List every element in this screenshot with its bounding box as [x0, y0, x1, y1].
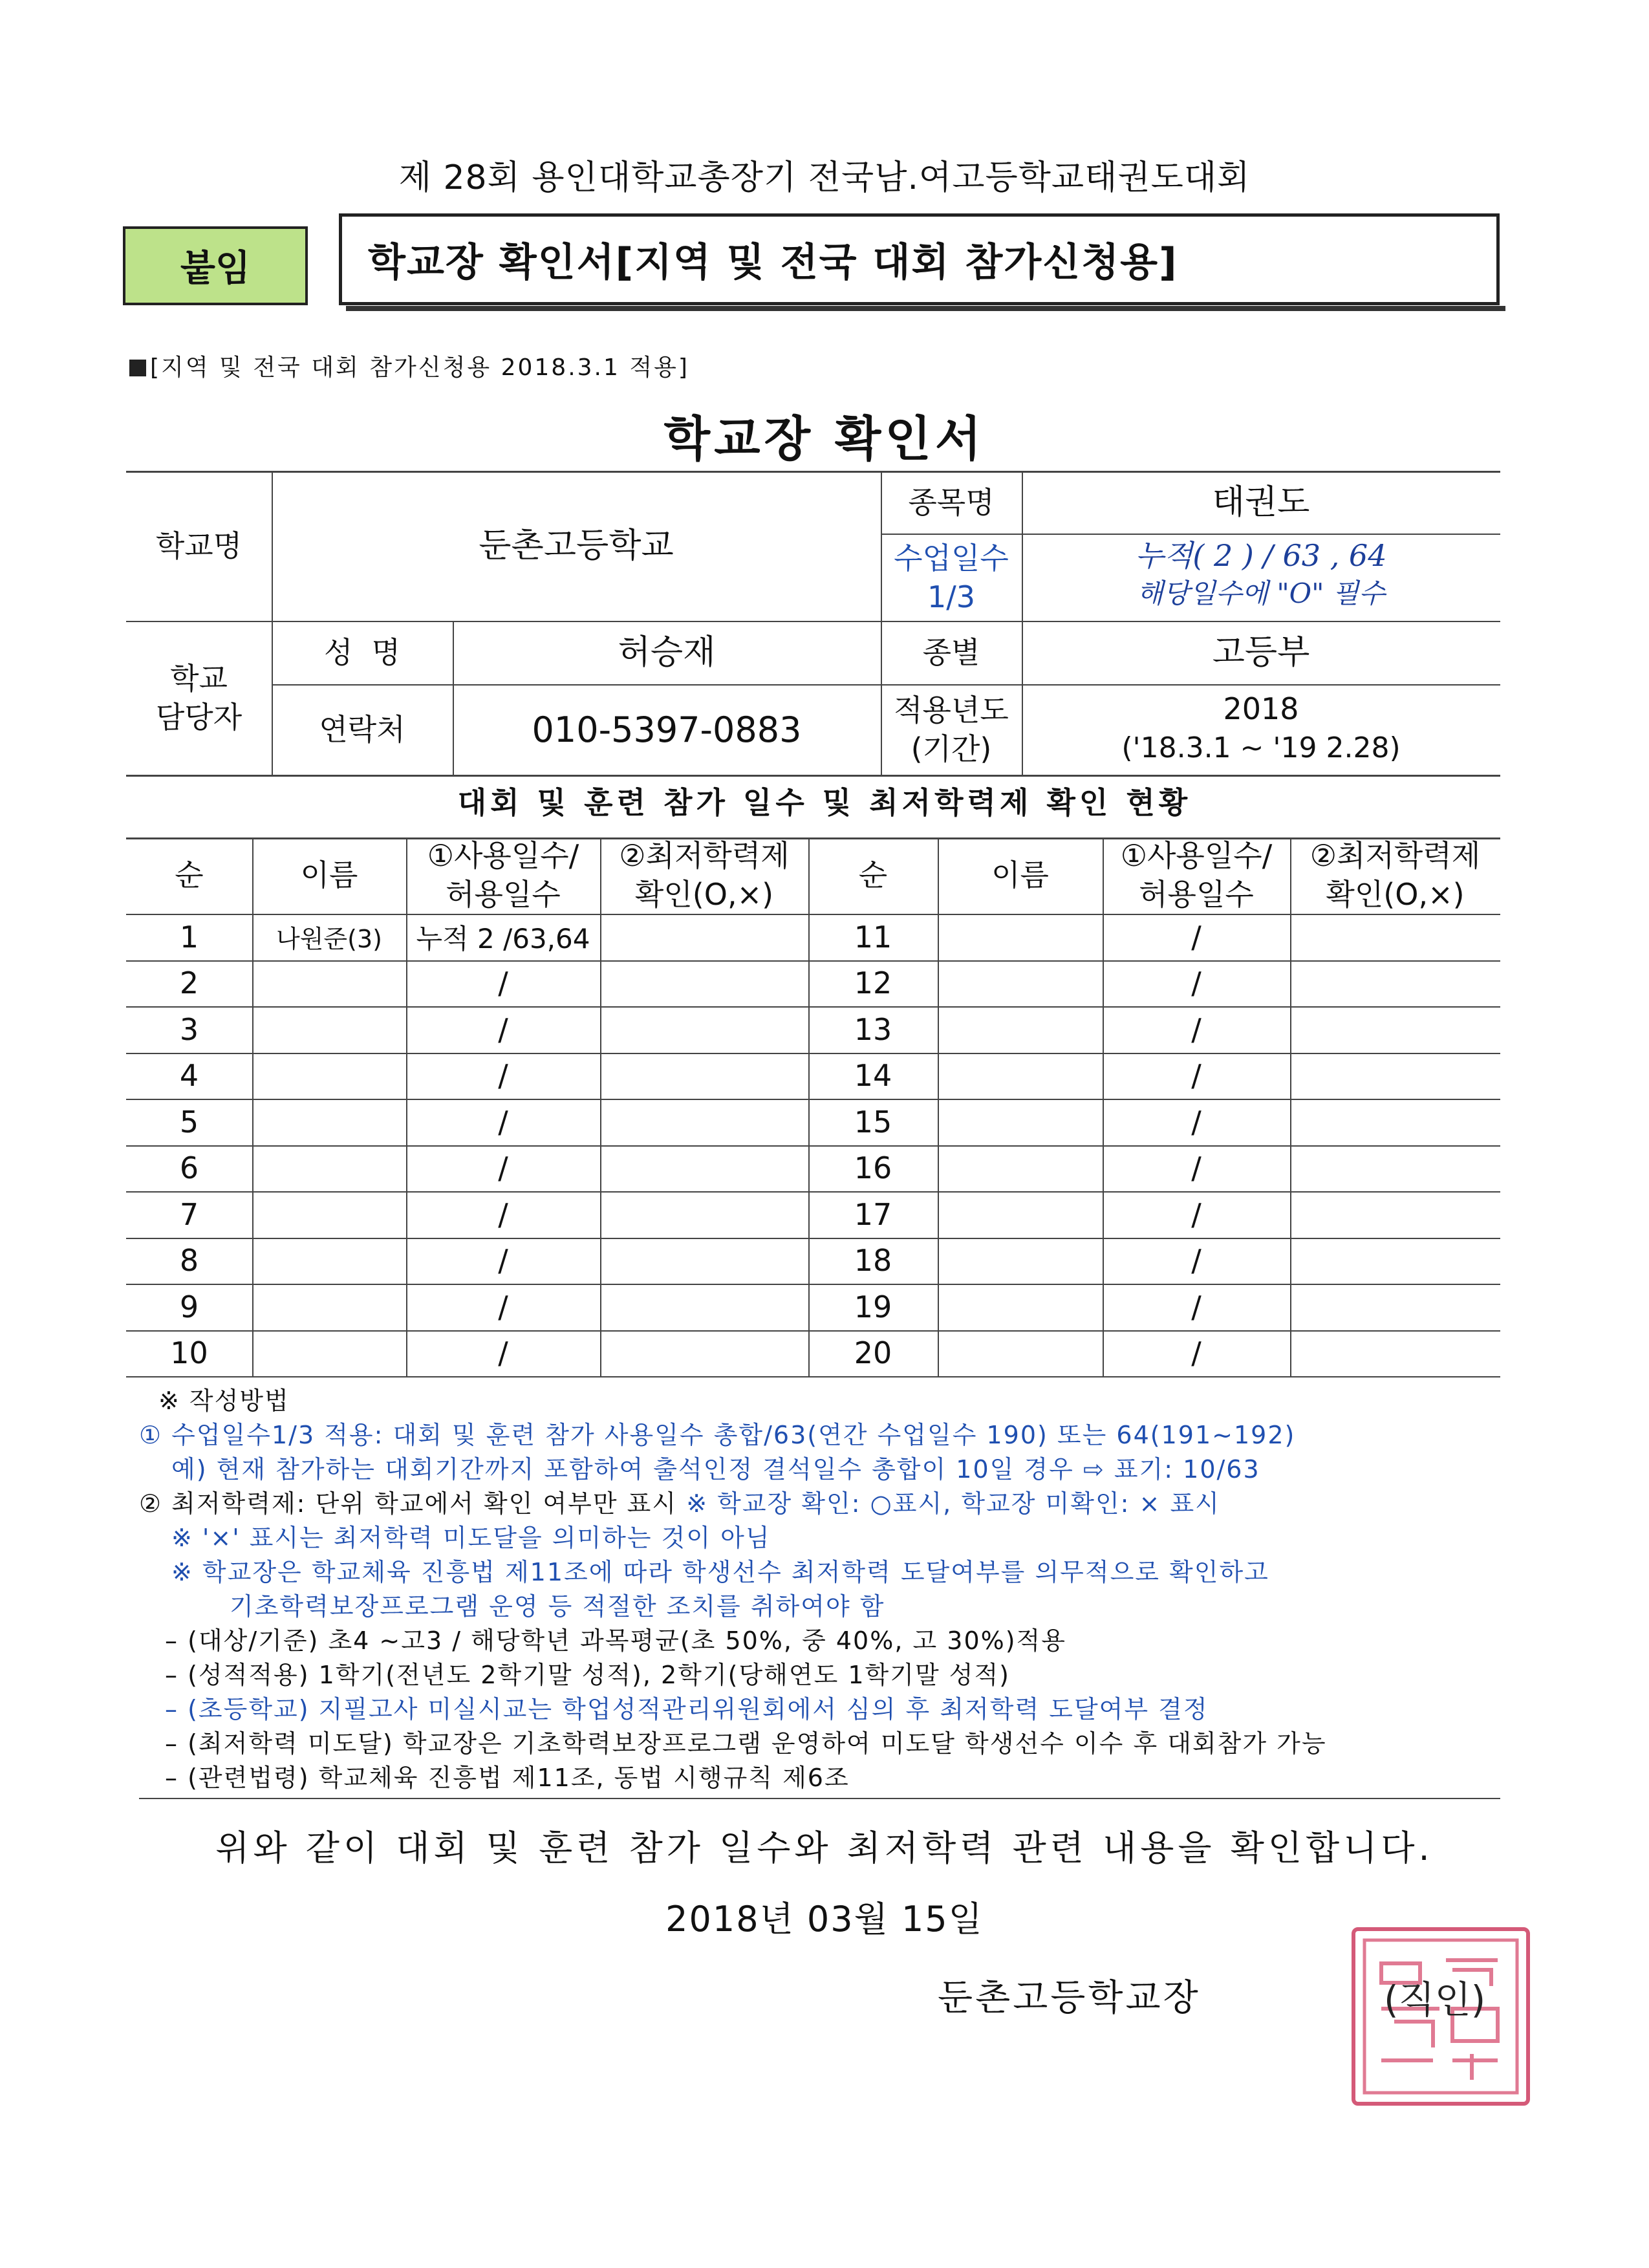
row-number: 17: [854, 1196, 892, 1232]
instructions-heading: ※ 작성방법: [158, 1387, 290, 1415]
closing-statement: 위와 같이 대회 및 훈련 참가 일수와 최저학력 관련 내용을 확인합니다.: [215, 1828, 1434, 1868]
row-check: [600, 960, 808, 1007]
row-number: 19: [854, 1289, 892, 1324]
row-number: 10: [170, 1335, 208, 1371]
row-days: /: [1191, 1058, 1202, 1094]
row-number: 16: [854, 1150, 892, 1186]
row-name: [938, 1238, 1103, 1284]
row-number: 8: [179, 1243, 199, 1279]
row-days: /: [498, 1058, 508, 1094]
table-header-cell: 이름: [300, 858, 358, 893]
row-name: [252, 960, 406, 1007]
row-number: 15: [854, 1104, 892, 1139]
note-4b: 기초학력보장프로그램 운영 등 적절한 조치를 취하여야 함: [230, 1592, 885, 1621]
row-check: [600, 1284, 808, 1330]
row-name: [938, 1099, 1103, 1145]
table-header-cell: 순: [175, 858, 204, 893]
row-days: 누적 2 /63,64: [416, 922, 590, 955]
notes-bottom-border: [139, 1798, 1500, 1799]
row-name: [938, 1191, 1103, 1238]
row-days: /: [498, 1104, 508, 1139]
row-days: /: [1191, 1289, 1202, 1324]
row-check: [600, 1006, 808, 1053]
sub-note: [129, 349, 689, 382]
contact-value: 010-5397-0883: [532, 709, 802, 750]
table-header-cell: ①사용일수/ 허용일수: [1120, 838, 1273, 912]
year-value: 2018: [1223, 691, 1299, 727]
class-days-note: 해당일수에 "O" 필수: [1137, 577, 1385, 609]
row-name: [938, 1053, 1103, 1099]
table-header-cell: 이름: [991, 858, 1049, 893]
row-check: [1290, 1238, 1500, 1284]
row-name: [252, 1006, 406, 1053]
row-check: [600, 1145, 808, 1192]
issue-date: 2018년 03월 15일: [665, 1899, 984, 1939]
row-number: 4: [179, 1058, 199, 1094]
section-title: 대회 및 훈련 참가 일수 및 최저학력제 확인 현황: [457, 785, 1192, 820]
row-check: [1290, 1006, 1500, 1053]
contact-label: 연락처: [319, 712, 405, 748]
row-number: 3: [179, 1011, 199, 1047]
note-4a: ※ 학교장은 학교체육 진흥법 제11조에 따라 학생선수 최저학력 도달여부를 의무적으로 확인하고: [171, 1558, 1269, 1586]
table-header-cell: ②최저학력제 확인(O,×): [619, 838, 790, 912]
sport-label: 종목명: [908, 484, 995, 520]
name-label: 성 명: [323, 635, 401, 671]
row-number: 18: [854, 1243, 892, 1279]
row-check: [1290, 1053, 1500, 1099]
row-number: 6: [179, 1150, 199, 1186]
row-name: 나원준(3): [276, 925, 382, 954]
row-check: [600, 1238, 808, 1284]
row-check: [600, 1330, 808, 1377]
row-days: /: [1191, 1011, 1202, 1047]
square-bullet-icon: [129, 360, 146, 376]
info-divider: [126, 775, 1500, 777]
row-number: 7: [179, 1196, 199, 1232]
row-check: [600, 914, 808, 960]
instructions: [139, 1384, 1536, 1795]
row-number: 20: [854, 1335, 892, 1371]
row-name: [252, 1099, 406, 1145]
table-header-cell: 순: [858, 858, 888, 893]
detail-5: – (관련법령) 학교체육 진흥법 제11조, 동법 시행규칙 제6조: [165, 1764, 850, 1792]
class-days-label: 수업일수 1/3: [894, 540, 1009, 614]
row-check: [1290, 1330, 1500, 1377]
row-name: [252, 1330, 406, 1377]
note-3: ※ '×' 표시는 최저학력 미도달을 의미하는 것이 아님: [171, 1524, 771, 1552]
category-value: 고등부: [1212, 633, 1310, 673]
table-row-border: [126, 1376, 1500, 1377]
detail-1: – (대상/기준) 초4 ~고3 / 해당학년 과목평균(초 50%, 중 40%, 고 30%)적용: [165, 1626, 1066, 1655]
year-label: 적용년도 (기간): [894, 693, 1009, 766]
detail-3: – (초등학교) 지필고사 미실시교는 학업성적관리위원회에서 심의 후 최저학력 도달여부 결정: [165, 1695, 1209, 1723]
row-name: [938, 914, 1103, 960]
row-days: /: [498, 1243, 508, 1279]
row-days: /: [1191, 1196, 1202, 1232]
category-label: 종별: [922, 635, 980, 671]
row-check: [1290, 1191, 1500, 1238]
row-number: 2: [179, 966, 199, 1001]
sub-note-text: [지역 및 전국 대회 참가신청용 2018.3.1 적용]: [150, 354, 689, 381]
row-days: /: [1191, 919, 1202, 955]
row-number: 12: [854, 966, 892, 1001]
period-value: ('18.3.1 ~ '19 2.28): [1121, 731, 1401, 765]
name-value: 허승재: [618, 633, 716, 673]
row-days: /: [498, 1335, 508, 1371]
row-name: [252, 1191, 406, 1238]
note-2b: ※ 학교장 확인: ○표시, 학교장 미확인: × 표시: [686, 1489, 1220, 1518]
school-name-value: 둔촌고등학교: [479, 526, 674, 566]
row-days: /: [1191, 966, 1202, 1001]
row-number: 13: [854, 1011, 892, 1047]
row-days: /: [1191, 1335, 1202, 1371]
row-days: /: [498, 1289, 508, 1324]
detail-4: – (최저학력 미도달) 학교장은 기초학력보장프로그램 운영하여 미도달 학생선수 이수 후 대회참가 가능: [165, 1729, 1327, 1758]
manager-label: 학교 담당자: [155, 661, 242, 735]
table-header-cell: ①사용일수/ 허용일수: [427, 838, 579, 912]
row-number: 11: [854, 919, 892, 955]
row-days: /: [498, 1011, 508, 1047]
row-number: 14: [854, 1058, 892, 1094]
row-number: 1: [179, 919, 199, 955]
note-2: [139, 1487, 1536, 1521]
row-check: [1290, 1284, 1500, 1330]
row-days: /: [1191, 1104, 1202, 1139]
row-check: [1290, 1145, 1500, 1192]
sport-value: 태권도: [1212, 482, 1310, 522]
main-title: 학교장 확인서: [663, 411, 986, 467]
row-name: [252, 1053, 406, 1099]
row-name: [938, 1330, 1103, 1377]
class-days-value: 누적( 2 ) / 63 , 64: [1135, 538, 1387, 574]
event-title: 제 28회 용인대학교총장기 전국남.여고등학교태권도대회: [398, 158, 1251, 197]
seal-label: (직인): [1384, 1978, 1486, 2022]
detail-2: – (성적적용) 1학기(전년도 2학기말 성적), 2학기(당해연도 1학기말 성적): [165, 1661, 1010, 1689]
row-check: [600, 1191, 808, 1238]
row-name: [252, 1238, 406, 1284]
row-days: /: [498, 966, 508, 1001]
row-days: /: [1191, 1150, 1202, 1186]
table-header-cell: ②최저학력제 확인(O,×): [1310, 838, 1481, 912]
row-days: /: [498, 1196, 508, 1232]
row-number: 5: [179, 1104, 199, 1139]
row-check: [600, 1053, 808, 1099]
school-name-label: 학교명: [155, 528, 242, 564]
row-name: [938, 960, 1103, 1007]
row-check: [1290, 960, 1500, 1007]
row-name: [252, 1145, 406, 1192]
document-title: 학교장 확인서[지역 및 전국 대회 참가신청용]: [339, 213, 1500, 305]
row-check: [1290, 1099, 1500, 1145]
row-days: /: [498, 1150, 508, 1186]
row-number: 9: [179, 1289, 199, 1324]
row-days: /: [1191, 1243, 1202, 1279]
row-check: [1290, 914, 1500, 960]
row-name: [938, 1006, 1103, 1053]
row-name: [938, 1284, 1103, 1330]
row-name: [938, 1145, 1103, 1192]
note-1a: ① 수업일수1/3 적용: 대회 및 훈련 참가 사용일수 총합/63(연간 수업일수 190) 또는 64(191~192): [139, 1421, 1296, 1449]
note-1b: 예) 현재 참가하는 대회기간까지 포함하여 출석인정 결석일수 총합이 10일 경우 ⇨ 표기: 10/63: [171, 1455, 1260, 1484]
attachment-badge: 붙임: [123, 226, 308, 305]
principal-signature: 둔촌고등학교장: [938, 1977, 1201, 2019]
row-check: [600, 1099, 808, 1145]
row-name: [252, 1284, 406, 1330]
note-2a: ② 최저학력제: 단위 학교에서 확인 여부만 표시: [139, 1489, 678, 1518]
